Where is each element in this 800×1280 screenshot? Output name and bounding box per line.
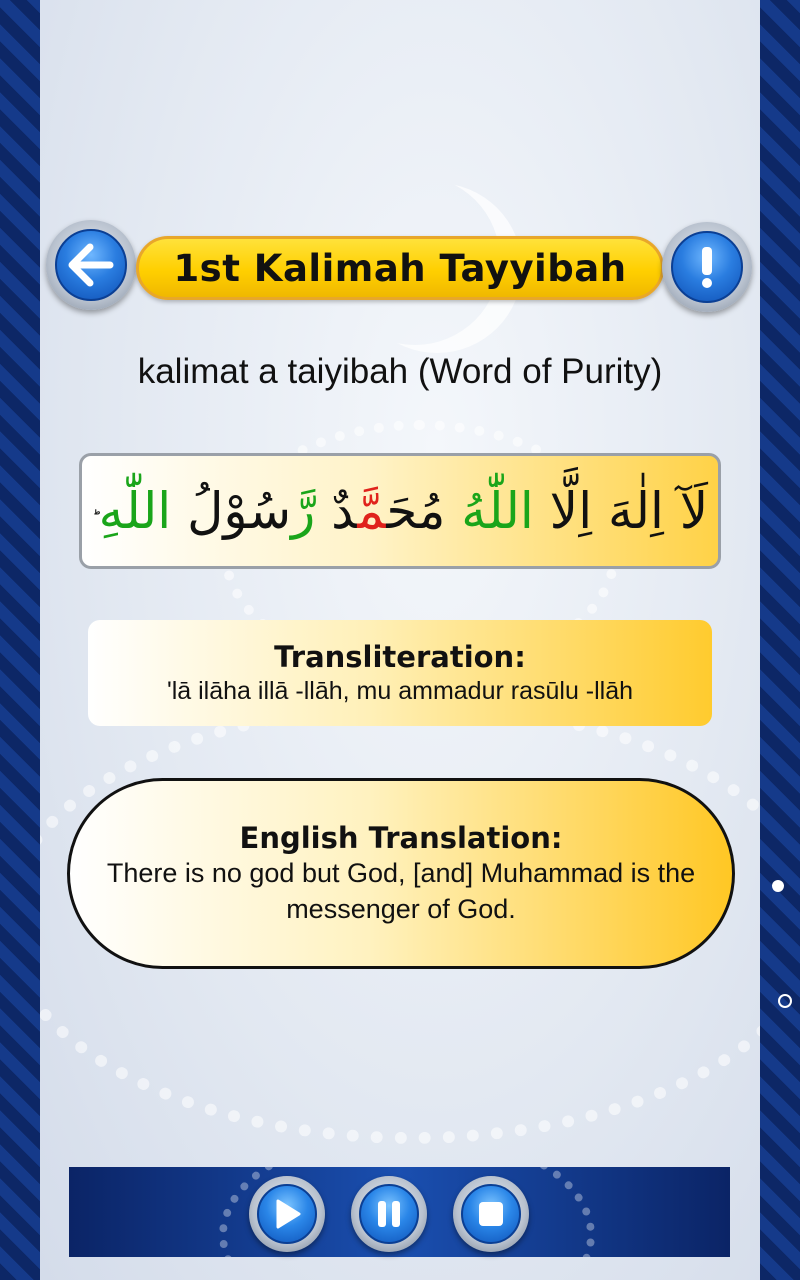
exclamation-icon xyxy=(671,231,743,303)
title-banner xyxy=(136,236,664,300)
arabic-text-box xyxy=(79,453,721,569)
arabic-allah: اللّٰهُ xyxy=(461,482,534,540)
play-button[interactable] xyxy=(249,1176,325,1252)
info-button[interactable] xyxy=(662,222,752,312)
back-button[interactable] xyxy=(46,220,136,310)
pause-icon xyxy=(359,1184,419,1244)
decorative-dot xyxy=(778,994,792,1008)
translation-heading: English Translation: xyxy=(239,821,563,855)
stop-icon xyxy=(461,1184,521,1244)
arabic-allah: اللّٰهِ xyxy=(98,482,172,540)
left-decorative-strip xyxy=(0,0,40,1280)
arabic-segment: مُحَ xyxy=(386,482,462,540)
play-icon xyxy=(257,1184,317,1244)
arabic-segment: لَآ اِلٰهَ اِلَّا xyxy=(533,482,709,540)
right-decorative-strip xyxy=(760,0,800,1280)
translation-box xyxy=(67,778,735,969)
arabic-end-mark: ؕ xyxy=(91,509,99,534)
stop-button[interactable] xyxy=(453,1176,529,1252)
arabic-kalimah xyxy=(92,482,709,540)
arrow-left-icon xyxy=(55,229,127,301)
arabic-highlight: مَّ xyxy=(357,482,387,540)
arabic-highlight: رَّ xyxy=(291,482,316,540)
translation-text: There is no god but God, [and] Muhammad is the messenger of God. xyxy=(106,858,696,924)
pause-button[interactable] xyxy=(351,1176,427,1252)
transliteration-text: 'lā ilāha illā -llāh, mu ammadur rasūlu -llāh xyxy=(166,677,634,705)
page-title: 1st Kalimah Tayyibah xyxy=(173,246,627,290)
arabic-segment: دٌ xyxy=(315,482,358,540)
arabic-segment: سُوْلُ xyxy=(171,482,292,540)
transliteration-heading: Transliteration: xyxy=(274,640,526,674)
decorative-dot xyxy=(772,880,784,892)
transliteration-box xyxy=(88,620,712,726)
kalimah-subtitle: kalimat a taiyibah (Word of Purity) xyxy=(137,352,663,391)
